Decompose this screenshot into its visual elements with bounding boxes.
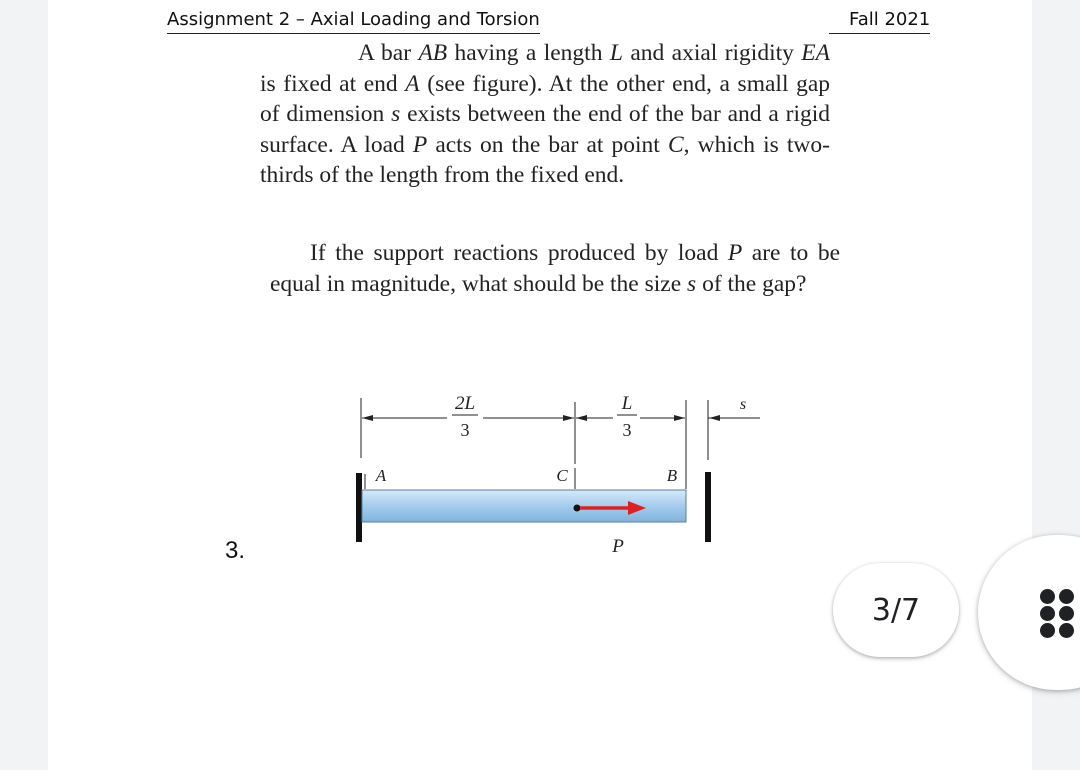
problem-question: If the support reactions produced by load P are to be equal in magnitude, what should be the size s of the gap? [270,240,841,297]
dimension-L-numerator: L [621,393,633,414]
dimension-2L-denominator: 3 [460,420,470,440]
page-indicator: 3/7 [833,563,959,657]
dimension-2L-numerator: 2L [454,393,476,414]
problem-statement: A bar AB having a length L and axial rigidity EA is fixed at end A (see figure). At the other end, a small gap of dimension s exists between the end of the bar and a rigid surface. A load P acts on the bar at point C, which is two-thirds of the length from the fixed end. [260,40,831,188]
problem-number: 3. [225,537,246,564]
dimension-L-denominator: 3 [622,420,632,440]
label-B: B [666,466,678,485]
load-application-point [574,505,581,512]
assignment-title: Assignment 2 – Axial Loading and Torsion [167,9,540,34]
label-A: A [375,466,387,485]
fixed-support-A [356,473,362,542]
dimension-gap-s [708,400,760,460]
rigid-surface [705,472,711,542]
semester-label: Fall 2021 [829,9,930,34]
gap-label-s: s [739,396,747,413]
label-P: P [612,536,624,557]
label-C: C [556,466,568,485]
